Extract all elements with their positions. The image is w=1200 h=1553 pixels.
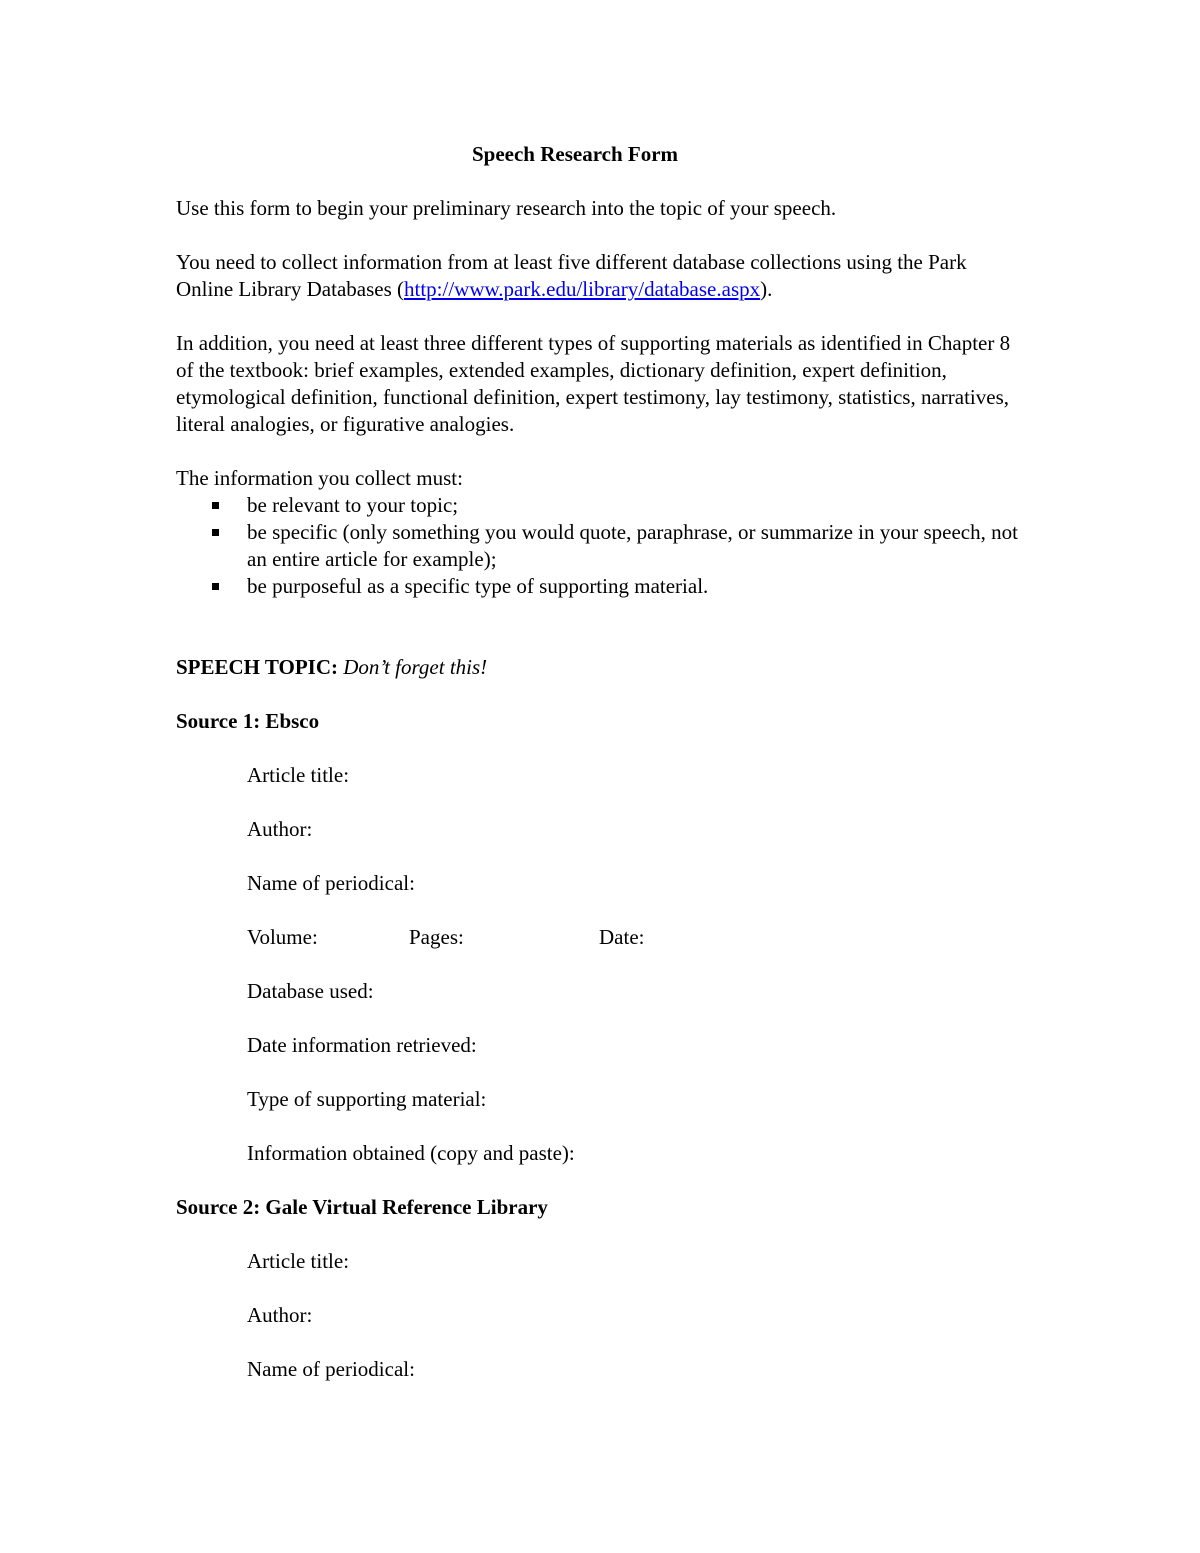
speech-topic-note: Don’t forget this! [343,655,488,679]
source1-retrieved-field: Date information retrieved: [247,1033,477,1057]
library-databases-link[interactable]: http://www.park.edu/library/database.aspx [404,277,761,301]
requirements-list [176,492,1026,600]
speech-topic-line [176,654,1026,681]
source1-pages-field: Pages: [409,925,464,949]
source1-heading: Source 1: Ebsco [176,709,320,733]
source1-volume-pages-date-row [176,924,1026,951]
square-bullet-icon [212,529,219,536]
source1-article-title-field: Article title: [247,763,350,787]
source1-author-field: Author: [247,817,313,841]
collect-text-before: You need to collect information from at least five different database collections using the Park Online Library Databases ( [176,250,967,301]
source1-periodical-field: Name of periodical: [247,871,415,895]
document-page [176,141,1026,1383]
list-item: be purposeful as a specific type of supporting material. [176,573,1026,600]
source1-database-field: Database used: [247,979,374,1003]
square-bullet-icon [212,502,219,509]
source2-heading: Source 2: Gale Virtual Reference Library [176,1195,548,1219]
source1-volume-field: Volume: [247,925,318,949]
collect-paragraph [176,249,1026,303]
source1-info-field: Information obtained (copy and paste): [247,1141,575,1165]
intro-paragraph: Use this form to begin your preliminary research into the topic of your speech. [176,196,837,220]
list-item: be relevant to your topic; [176,492,1026,519]
list-item: be specific (only something you would quote, paraphrase, or summarize in your speech, not an entire article for example); [176,519,1026,573]
collect-text-after: ). [760,277,773,301]
source1-date-field: Date: [599,925,645,949]
square-bullet-icon [212,583,219,590]
source1-type-field: Type of supporting material: [247,1087,487,1111]
source2-article-title-field: Article title: [247,1249,350,1273]
source2-author-field: Author: [247,1303,313,1327]
page-title: Speech Research Form [471,142,679,166]
must-intro: The information you collect must: [176,466,463,490]
source2-periodical-field: Name of periodical: [247,1357,415,1381]
speech-topic-label: SPEECH TOPIC: [176,655,339,679]
addition-paragraph: In addition, you need at least three different types of supporting materials as identified in Chapter 8 of the textbook: brief examples, extended examples, dictionary definition, expert definition, etymological definition, functional definition, expert testimony, lay testimony, statistics, narratives, literal analogies, or figurative analogies. [176,331,1011,436]
